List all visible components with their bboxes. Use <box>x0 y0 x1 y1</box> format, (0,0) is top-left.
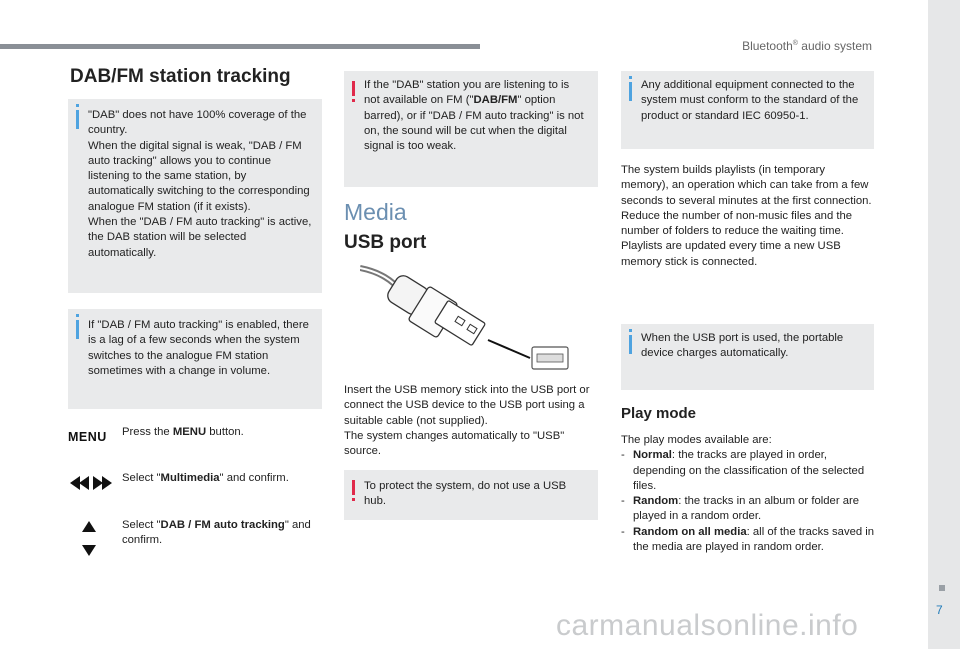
info-box-dab-coverage <box>68 99 322 293</box>
play-mode-intro: The play modes available are: <box>621 434 772 446</box>
body-text: Playlists are updated every time a new USB memory stick is connected. <box>621 240 841 268</box>
step-select-dab-fm: Select "DAB / FM auto tracking" and confirm. <box>122 519 311 547</box>
section-title-media: Media <box>344 199 407 225</box>
info-text: When the "DAB / FM auto tracking" is active, the DAB station will be selected automatically. <box>88 216 312 259</box>
info-icon <box>629 82 632 101</box>
section-heading-dab-fm: DAB/FM station tracking <box>70 66 291 87</box>
info-icon <box>629 335 632 354</box>
info-text: Any additional equipment connected to the system must conform to the standard of the product or standard IEC 60950-1. <box>641 79 859 122</box>
page-marker <box>939 585 945 591</box>
info-text: "DAB" does not have 100% coverage of the country. <box>88 109 307 137</box>
play-mode-list <box>621 433 875 555</box>
info-text: When the USB port is used, the portable device charges automatically. <box>641 332 844 360</box>
warning-icon <box>352 81 355 96</box>
page-number: 7 <box>936 603 943 617</box>
info-box-equipment-standard <box>621 71 874 149</box>
warning-box-usb-hub <box>344 470 598 520</box>
info-text: If "DAB / FM auto tracking" is enabled, there is a lag of a few seconds when the system switches to the analogue FM station sometimes with a change in volume. <box>88 319 309 377</box>
subsection-title-play-mode: Play mode <box>621 405 697 422</box>
info-text: When the digital signal is weak, "DAB / FM auto tracking" allows you to continue listening to the same station, by automatically switching to the corresponding analogue FM station (if it exists). <box>88 139 310 213</box>
body-text: Reduce the number of non-music files and the number of folders to reduce the waiting time. <box>621 209 853 238</box>
usb-plug-illustration <box>360 262 572 374</box>
watermark: carmanualsonline.info <box>556 609 859 642</box>
step-press-menu: Press the MENU button. <box>122 426 244 438</box>
subsection-title-usb-port: USB port <box>344 232 427 253</box>
body-text: The system builds playlists (in temporary memory), an operation which can take from a few seconds to several minutes at the first connection. <box>621 164 872 207</box>
warning-text: To protect the system, do not use a USB hub. <box>364 480 567 508</box>
body-text: The system changes automatically to "USB" source. <box>344 429 565 458</box>
list-item: - Normal: the tracks are played in order, depending on the classification of the selected files. <box>621 449 865 492</box>
info-box-auto-tracking-lag <box>68 309 322 409</box>
up-down-arrows-icon <box>81 521 97 557</box>
playlist-paragraphs <box>621 163 875 270</box>
usb-instructions <box>344 383 600 459</box>
header-rule <box>0 44 480 49</box>
step-select-multimedia: Select "Multimedia" and confirm. <box>122 472 289 484</box>
body-text: Insert the USB memory stick into the USB port or connect the USB device to the USB port using a suitable cable (not supplied). <box>344 384 590 427</box>
list-item: - Random on all media: all of the tracks saved in the media are played in random order. <box>621 525 875 554</box>
warning-text: If the "DAB" station you are listening to is not available on FM ("DAB/FM" option barred), or if "DAB / FM auto tracking" is not on, the sound will be cut when the digital signal is too weak. <box>364 79 584 153</box>
prev-next-arrows-icon <box>70 475 112 491</box>
warning-icon <box>352 480 355 495</box>
menu-button-icon: MENU <box>68 430 107 444</box>
warning-box-dab-not-on-fm <box>344 71 598 187</box>
page-header-title: Bluetooth® audio system <box>742 39 872 53</box>
info-icon <box>76 110 79 129</box>
page-side-strip <box>928 0 960 649</box>
list-item: - Random: the tracks in an album or folder are played in a random order. <box>621 495 860 523</box>
info-icon <box>76 320 79 339</box>
info-box-usb-charging <box>621 324 874 390</box>
